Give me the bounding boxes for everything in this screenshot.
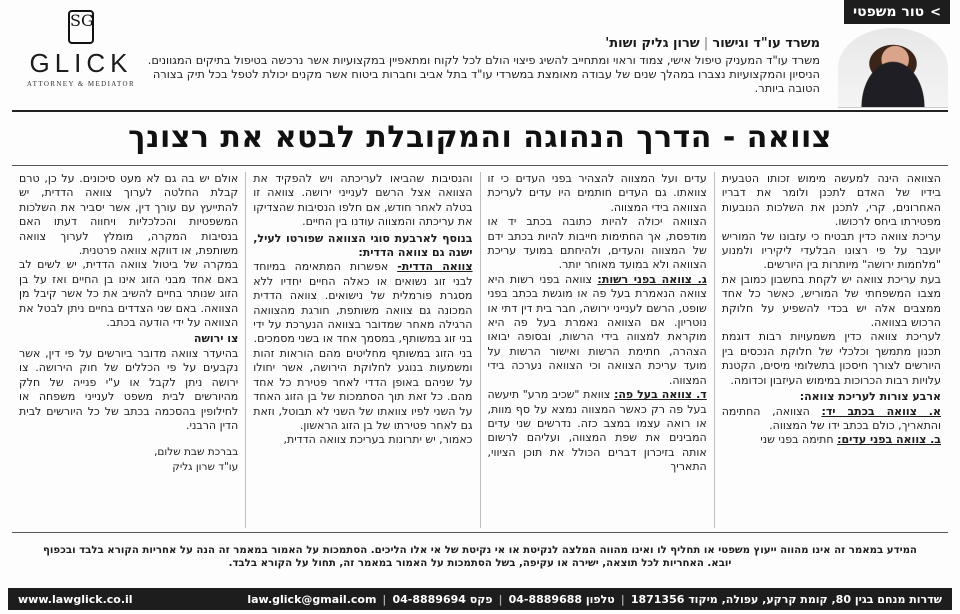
address: שדרות מנחם בגין 80, קומת קרקע, עפולה, מיקוד 1871356 <box>630 592 942 606</box>
contact-footer <box>8 588 952 610</box>
firm-name: משרד עו"ד וגישור <box>712 36 820 51</box>
item-keyword: א. צוואה בכתב יד: <box>821 404 941 418</box>
paragraph: במקרה של ביטול צוואה הדדית, יש לשים לב באם אחד מבני הזוג אינו בן החיים ואז על בן הזוג שנותר בחיים להשיב את כל אשר קיבל מן הצוואה. באם שני הצדדים בחיים ניתן לבטל את הצוואה על ידי הודעה בכתב. <box>19 258 239 330</box>
article-column-2 <box>481 172 715 528</box>
signature-greeting: בברכת שבת שלום, <box>154 446 239 459</box>
paragraph: הצוואה הינה למעשה מימוש זכותו הטבעית בידיו של האדם לתכנן ולומר את דבריו האחרונים, קרי, לתכנן את השלכות הנובעות מפטירתו ביחס לרכושו. <box>721 172 941 229</box>
paragraph: אולם יש בה גם לא מעט סיכונים. על כן, טרם קבלת החלטה לערוך צוואה הדדית, יש להתייעץ עם עורך דין, אשר יסביר את השלכות המשפטיות והכלכליות ויחווה דעתו האם בנסיבות המקרה, מומלץ לערוך צוואה משותפת, או דווקא צוואה פרטנית. <box>19 172 239 258</box>
logo-monogram: SG <box>68 10 94 44</box>
list-item <box>253 260 472 346</box>
website-link[interactable]: www.lawglick.co.il <box>18 592 133 606</box>
column-tab[interactable] <box>844 0 950 24</box>
article-headline: צוואה - הדרך הנהוגה והמקובלת לבטא את רצונך <box>128 120 832 155</box>
article-body <box>12 172 948 528</box>
paragraph: כאמור, יש יתרונות בעריכת צוואה הדדית, <box>283 433 473 447</box>
article-column-3 <box>246 172 480 528</box>
paragraph: הצוואה יכולה להיות כתובה בכתב יד או מודפסת, אך החתימות חייבות להיות בכתב ידם של המצווה והעדים, ולהיחתם במועד עריכת הצוואה ולא במועד מאוחר יותר. <box>487 215 707 272</box>
email-link[interactable]: law.glick@gmail.com <box>247 592 377 606</box>
chevron-icon: > <box>930 4 942 20</box>
firm-logo <box>22 10 140 96</box>
item-keyword: צוואה הדדית- <box>397 260 473 274</box>
item-keyword: ב. צוואה בפני עדים: <box>837 433 941 447</box>
section-subtitle: ארבע צורות לעריכת צוואה: <box>799 390 941 404</box>
item-keyword: ד. צוואה בעל פה: <box>613 388 707 402</box>
logo-tagline: ATTORNEY & MEDIATOR <box>26 80 136 88</box>
paragraph: והנסיבות שהביאו לעריכתה ויש להפקיד את הצוואה אצל הרשם לענייני ירושה. צוואה זו בטלה לאחר חודש, אם חלפו הנסיבות שהצדיקו את עריכתה והמצווה עודנו בין החיים. <box>253 172 473 229</box>
author-photo <box>838 28 948 108</box>
contact-details: שדרות מנחם בגין 80, קומת קרקע, עפולה, מיקוד 1871356 | טלפון 04-8889688 | פקס 04-8889694 | law.glick@gmail.com <box>247 592 942 606</box>
signature-block <box>19 445 238 474</box>
divider <box>12 532 948 533</box>
paragraph: בני הזוג במשותף מחליטים מהם הוראות זהות ומשמעות בנוגע לחלוקת הירושה, אשר יחולו על שניהם באופן הדדי לאחר פטירת כל אחד מהם. כל זאת תוך הסתמכות של בן הזוג האחד על השני לפיו צוואתו של השני לא תבוטל, וזאת גם לאחר פטירתו של בן הזוג הראשון. <box>253 346 473 432</box>
section-subtitle: בנוסף לארבעת סוגי הצוואה שפורטו לעיל, ישנה גם צוואה הדדית: <box>253 231 473 260</box>
paragraph: בהיעדר צוואה מדובר ביורשים על פי דין, אשר נקבעים על פי הכללים של חוק הירושה. צו ירושה ניתן לקבל או ע"י פנייה של חלק מהיורשים לבית משפט לענייני משפחה או לחילופין בהסכמה בכתב של כל היורשים לבית הדין הרבני. <box>19 346 239 432</box>
paragraph: בעת עריכת צוואה יש לקחת בחשבון כמובן את מצבו המשפחתי של המוריש, כאשר כל אחד ממצבים אלה יש בכדי להשפיע על חלוקת הרכוש בצוואה. <box>721 272 941 330</box>
firm-name-line: משרד עו"ד וגישור|שרון גליק ושות' <box>605 36 820 51</box>
tab-label: טור משפטי <box>852 4 925 20</box>
item-text: חתימה בפני שני <box>760 433 834 447</box>
paragraph: לעריכת צוואה כדין משמעויות רבות דוגמת תכנון מתמשך וכלכלי של חלוקת הנכסים בין היורשים לצורך חיסכון בתשלומי מיסים, הקטנת עלויות רבות הכרוכות במימוש העיזבון וכדומה. <box>721 330 941 387</box>
paragraph: עריכת צוואה כדין תבטיח כי עזבונו של המוריש יועבר על פי רצונו הבלעדי ליקיריו ולמנוע "מלחמות ירושה" מיותרות בין היורשים. <box>721 229 941 272</box>
item-text: צוואת "שכיב מרע" תיעשה בעל פה רק כאשר המצווה נמצא על סף מוות, או רואה עצמו במצב כזה. נדרשים שני עדים המבינים את שפת המצווה, ועליהם לרשום אותה בזיכרון דברים הכולל את תוכן הציווי, התאריך <box>487 388 707 474</box>
fax: פקס 04-8889694 <box>392 592 493 606</box>
item-text: צוואה בפני רשות היא צוואה הנאמרת בעל פה או מוגשת בכתב בפני שופט, הרשם לענייני ירושה, חבר בית דין דתי או נוטריון. אם הצוואה נאמרת בעל פה היא מוקראת למצווה בידי הרשות, ובסופה יבואו הצהרה, חתימת הרשות ואישור הרשות על מועד עריכת הצוואה וכי הצוואה נערכה בידי המצווה. <box>487 272 707 387</box>
firm-owner: שרון גליק ושות' <box>605 36 700 51</box>
signature-name: עו"ד שרון גליק <box>172 460 239 473</box>
divider <box>12 165 948 166</box>
phone-link[interactable]: טלפון 04-8889688 <box>508 592 615 606</box>
section-subtitle: צו ירושה <box>193 332 239 346</box>
divider <box>12 110 948 112</box>
list-item <box>488 273 707 388</box>
legal-disclaimer: המידע במאמר זה אינו מהווה ייעוץ משפטי או תחליף לו ואינו מהווה המלצה לנקיטת או אי נקיטת של אי אלו הליכים. הסתמכות על האמור במאמר זה הנה על אחריות הקורא בלבד ובכפוף יובא. האחריות לכל תוצאה, ישירה או עקיפה, בשל הסתמכות על האמור במאמר זה, תחול על הקורא בלבד. <box>43 545 917 569</box>
paragraph: עדים ועל המצווה להצהיר בפני העדים כי זו צוואתו. גם העדים חותמים היו עדים לעריכת הצוואה בידי המצווה. <box>487 172 707 214</box>
item-text: הצוואה, החתימה והתאריך, כולם בכתב ידו של המצווה. <box>721 404 941 432</box>
list-item <box>488 388 707 474</box>
item-text: אפשרות המתאימה במיוחד לבני זוג נשואים או כאלה החיים יחדיו ללא מסגרת פורמלית של נישואים. צוואה הדדית המכונה גם צוואה משותפת, חורגת מהצוואה הרגילה מאחר שמדובר בצוואה הנערכת על ידי בני זוג במשותף, במסמך אחד או בשני מסמכים. <box>253 260 473 346</box>
article-column-1 <box>715 172 948 528</box>
firm-intro: משרד עו"ד המעניק טיפול אישי, צמוד וראוי ומתחייב להשיג פיצוי הולם לכל לקוח ומתאפיין במקצועיות אשר נרכשה בטיפול בתיקים המגוונים. הניסיון והמקצועיות נצברו במהלך שנים של עבודה מאומצת במשרדי עו"ד בתל אביב וחברות ביטוח אשר מקנים יכולת לטפל בכל תיק בצורה הטובה ביותר. <box>147 53 820 95</box>
item-keyword: ג. צוואה בפני רשות: <box>597 272 707 286</box>
list-item <box>722 433 941 447</box>
list-item <box>722 405 941 434</box>
logo-brand: GLICK <box>29 48 133 78</box>
article-column-4 <box>12 172 246 528</box>
